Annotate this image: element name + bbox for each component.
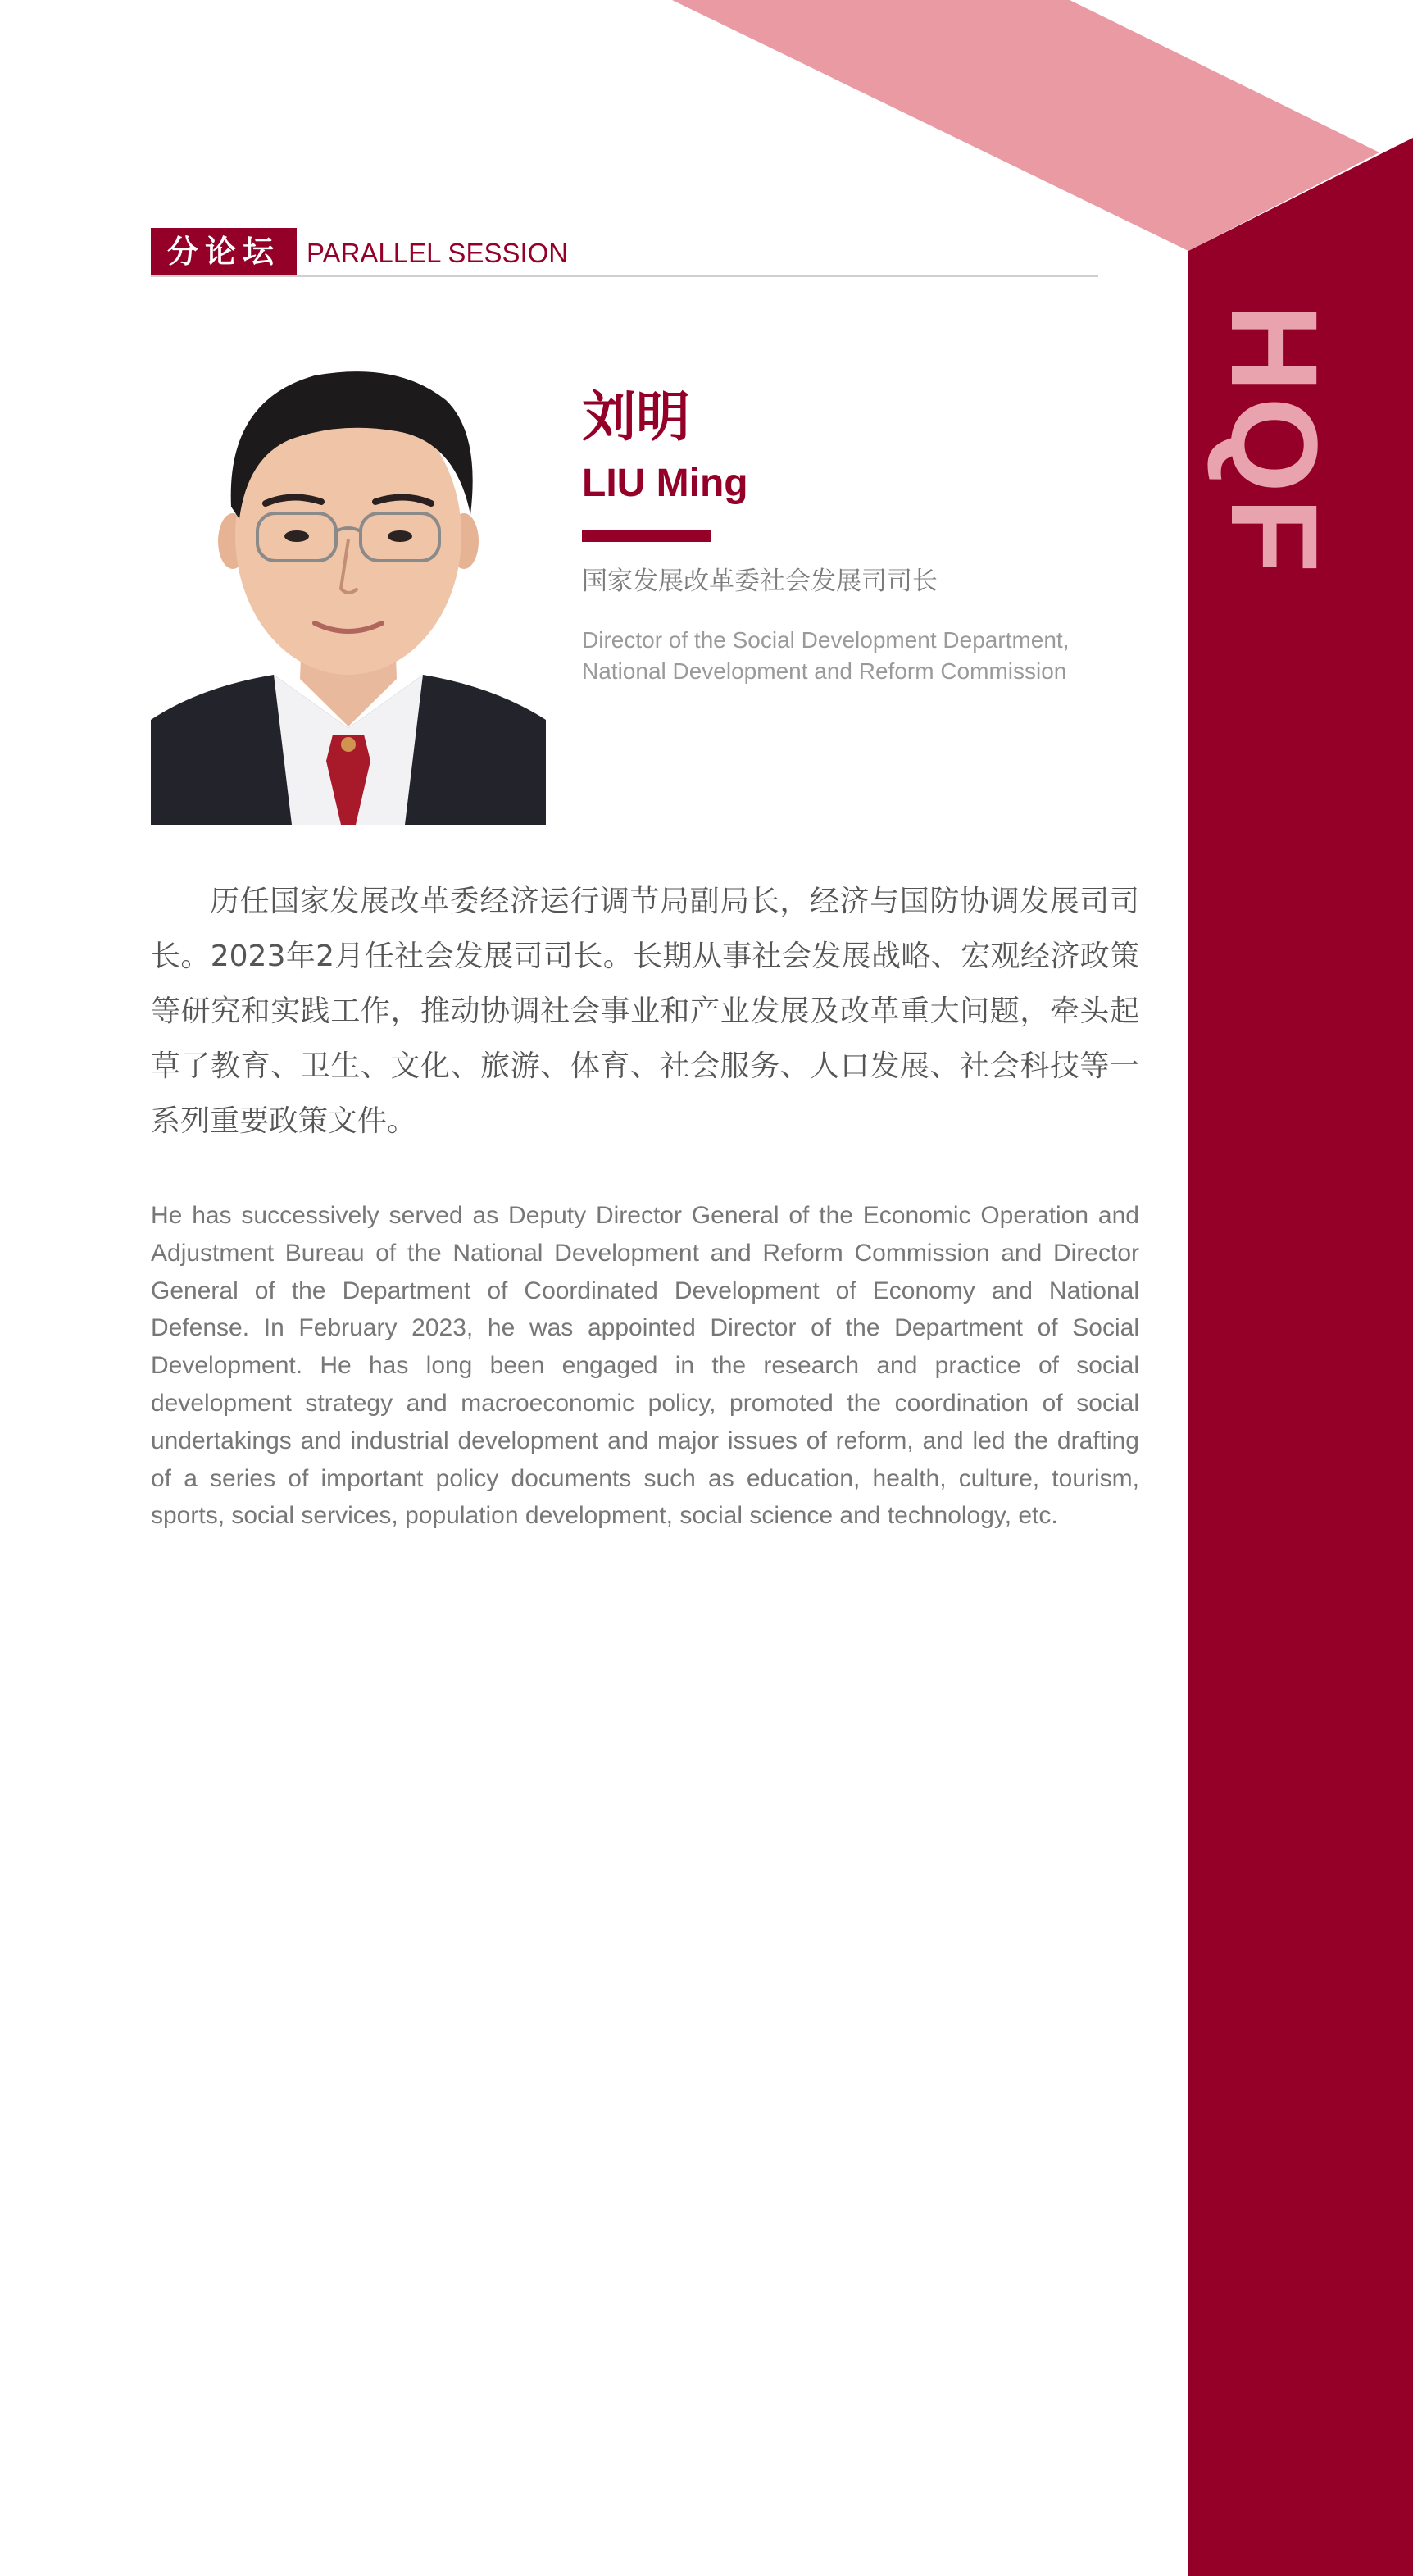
speaker-title-cn: 国家发展改革委社会发展司司长 <box>582 567 938 596</box>
speaker-name-cn: 刘明 <box>582 385 690 448</box>
name-divider <box>582 530 711 542</box>
portrait-illustration <box>151 343 546 825</box>
speaker-bio-cn: 历任国家发展改革委经济运行调节局副局长，经济与国防协调发展司司长。2023年2月任社会发展司司长。长期从事社会发展战略、宏观经济政策等研究和实践工作，推动协调社会事业和产业发展及改革重大问题，牵头起草了教育、卫生、文化、旅游、体育、社会服务、人口发展、社会科技等一系列重要政策文件。 <box>151 885 1139 1138</box>
session-header <box>151 228 1098 277</box>
session-label-cn: 分论坛 <box>151 228 297 275</box>
speaker-name-en: LIU Ming <box>582 462 748 505</box>
speaker-portrait <box>151 343 546 825</box>
session-label-en: PARALLEL SESSION <box>307 238 569 268</box>
hqf-mark: HQF <box>1206 303 1343 578</box>
speaker-bio-en: He has successively served as Deputy Director General of the Economic Operation and Adjustment Bureau of the National Development and Reform Commission and Director General of the Department of Coordinated Development of Economy and National Defense. In February 2023, he was appointed Director of the Department of Social Development. He has long been engaged in the research and practice of social development strategy and macroeconomic policy, promoted the coordination of social undertakings and industrial development and major issues of reform, and led the drafting of a series of important policy documents such as education, health, culture, tourism, sports, social services, population development, social science and technology, etc. <box>151 1202 1139 1530</box>
speaker-title-en: Director of the Social Development Department, National Development and Reform Commission <box>582 627 1070 684</box>
